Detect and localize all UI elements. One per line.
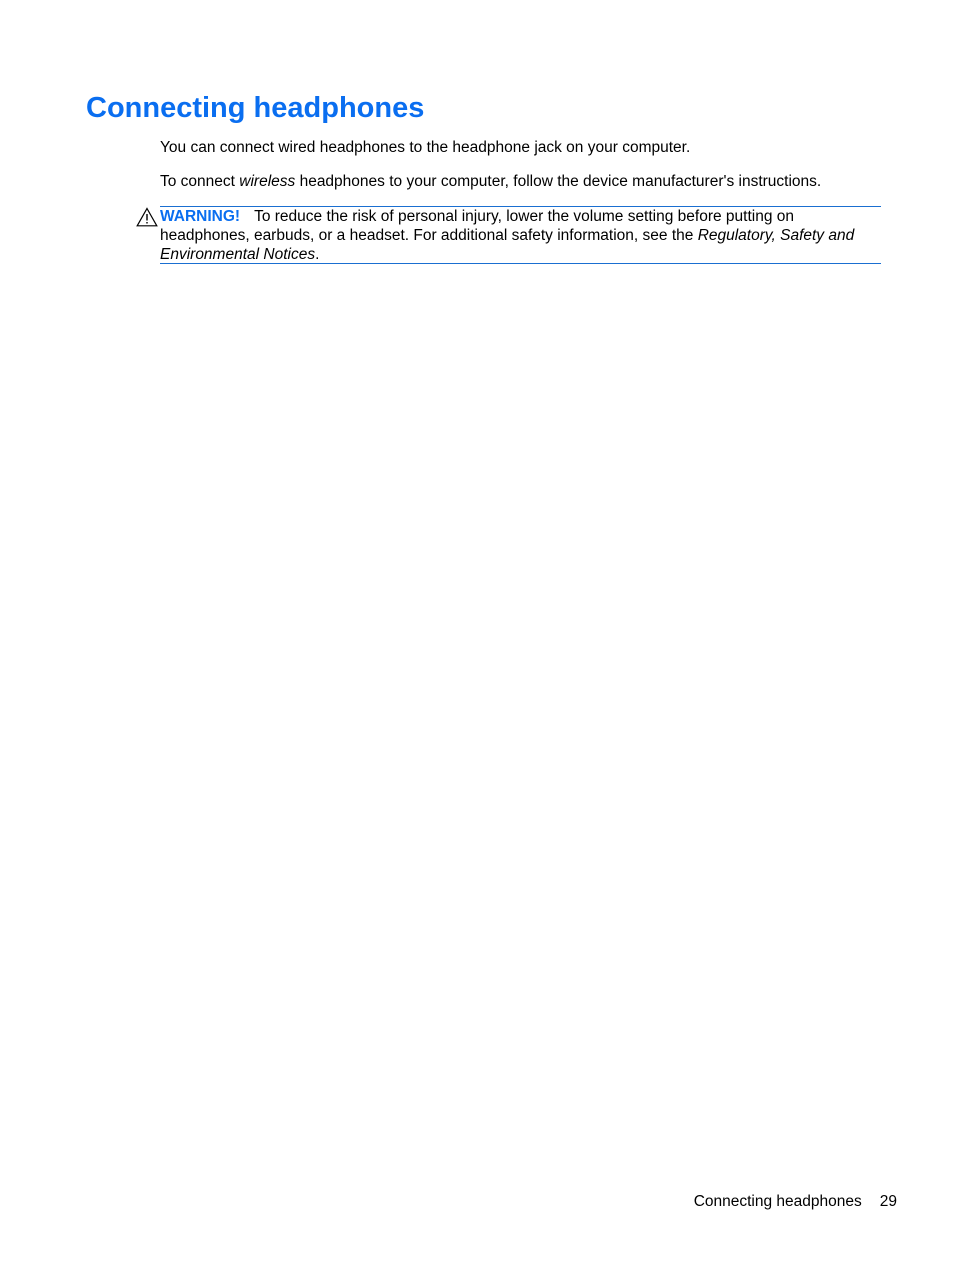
warning-triangle-icon xyxy=(136,207,158,227)
page-footer xyxy=(694,1192,897,1211)
warning-box xyxy=(160,206,881,264)
page-title: Connecting headphones xyxy=(86,92,425,124)
warning-text xyxy=(160,207,881,264)
wireless-text-before: To connect xyxy=(160,173,240,190)
footer-page-number: 29 xyxy=(879,1193,897,1210)
warning-text-before: To reduce the risk of personal injury, lower the volume setting before putting on headphones, earbuds, or a headset. For additional safety information, see the xyxy=(160,208,795,244)
wireless-emphasis: wireless xyxy=(239,173,296,190)
wireless-paragraph xyxy=(160,172,821,191)
intro-paragraph: You can connect wired headphones to the headphone jack on your computer. xyxy=(160,139,691,156)
warning-doc-reference: Regulatory, Safety and Environmental Notices xyxy=(160,227,855,263)
wireless-text-after: headphones to your computer, follow the device manufacturer's instructions. xyxy=(295,173,822,190)
warning-label: WARNING! xyxy=(160,208,241,225)
footer-section-title: Connecting headphones xyxy=(693,1193,862,1210)
warning-text-after: . xyxy=(315,246,320,263)
